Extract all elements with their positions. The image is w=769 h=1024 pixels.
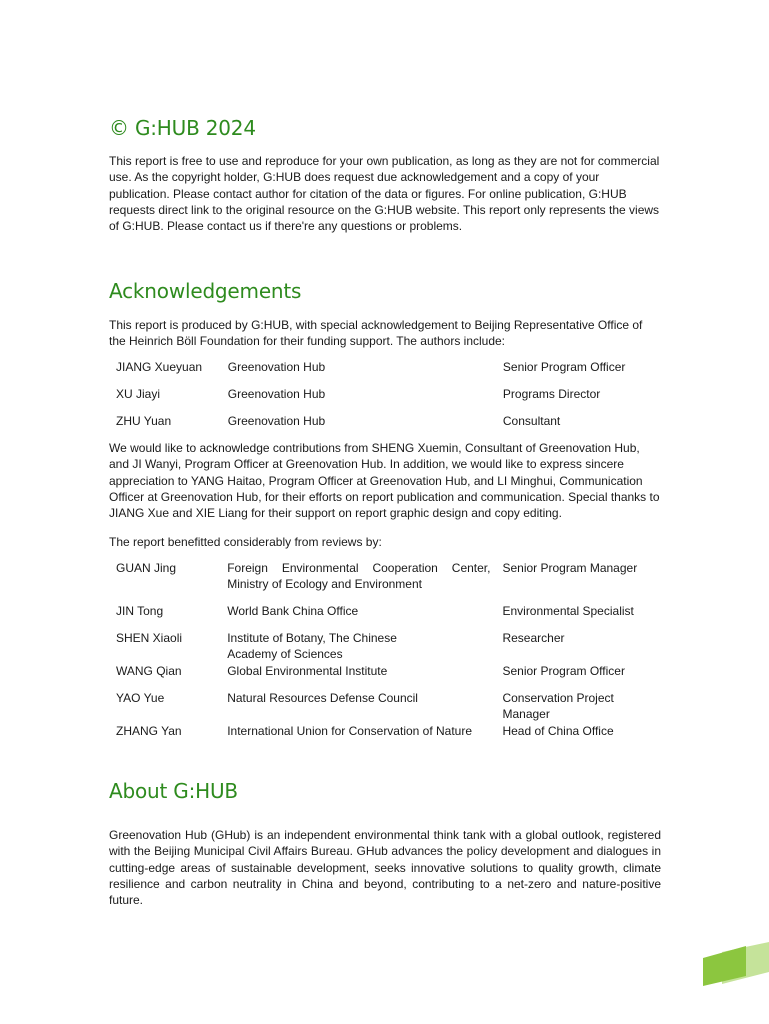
author-role: Consultant (502, 414, 561, 428)
authors-table (109, 359, 661, 440)
table-row (109, 560, 661, 603)
author-role: Senior Program Officer (502, 360, 626, 374)
reviewer-name: SHEN Xiaoli (116, 631, 183, 645)
table-row (109, 630, 661, 663)
reviewer-name: GUAN Jing (116, 561, 177, 575)
reviewer-name: YAO Yue (116, 691, 165, 705)
reviewer-name: JIN Tong (116, 604, 164, 618)
author-org: Greenovation Hub (227, 414, 326, 428)
copyright-paragraph: This report is free to use and reproduce for your own publication, as long as they are not for commercial use. As the copyright holder, G:HUB does request due acknowledgement and a copy of your publication. Please contact author for citation of the data or figures. For online publication, G:HUB requests direct link to the original resource on the G:HUB website. This report only represents the views of G:HUB. Please contact us if there're any questions or problems. (109, 154, 660, 234)
author-name: XU Jiayi (116, 387, 161, 401)
acknowledgements-heading: Acknowledgements (109, 279, 302, 303)
table-row (109, 663, 661, 690)
table-row (109, 603, 661, 630)
reviewer-role: Head of China Office (502, 724, 614, 738)
reviewer-role: Environmental Specialist (502, 604, 634, 618)
reviewer-role: Senior Program Manager (502, 561, 638, 575)
about-heading: About G:HUB (109, 779, 238, 803)
corner-decoration (700, 940, 769, 990)
reviewer-org: International Union for Conservation of Nature (227, 724, 473, 738)
reviewer-name: WANG Qian (116, 664, 182, 678)
reviewer-org: Foreign Environmental Cooperation Center, Ministry of Ecology and Environment (227, 561, 491, 592)
author-org: Greenovation Hub (227, 387, 326, 401)
author-name: JIANG Xueyuan (116, 360, 203, 374)
reviewer-org: Natural Resources Defense Council (227, 691, 418, 705)
about-paragraph: Greenovation Hub (GHub) is an independent environmental think tank with a global outlook, registered with the Beijing Municipal Civil Affairs Bureau. GHub advances the policy development and dialogues in cutting-edge areas of sustainable development, seeks innovative solutions to quality growth, climate resilience and carbon neutrality in China and beyond, contributing to a net-zero and nature-positive future. (109, 828, 661, 908)
reviewer-role: Conservation Project Manager (502, 691, 614, 722)
corner-shape-dark (703, 946, 746, 986)
reviewer-org: Global Environmental Institute (227, 664, 388, 678)
acknowledgements-body: We would like to acknowledge contributions from SHENG Xuemin, Consultant of Greenovation Hub, and JI Wanyi, Program Officer at Greenovation Hub. In addition, we would like to express sincere appreciation to YANG Haitao, Program Officer at Greenovation Hub, and LI Minghui, Communication Officer at Greenovation Hub, for their efforts on report publication and communication. Special thanks to JIANG Xue and XIE Liang for their support on report graphic design and copy editing. (109, 441, 660, 521)
author-org: Greenovation Hub (227, 360, 326, 374)
author-role: Programs Director (502, 387, 601, 401)
author-name: ZHU Yuan (116, 414, 172, 428)
reviews-intro: The report benefitted considerably from reviews by: (109, 535, 382, 549)
table-row (109, 359, 661, 386)
table-row (109, 386, 661, 413)
acknowledgements-intro: This report is produced by G:HUB, with special acknowledgement to Beijing Representative Office of the Heinrich Böll Foundation for their funding support. The authors include: (109, 318, 643, 349)
reviewer-role: Senior Program Officer (502, 664, 625, 678)
copyright-heading: © G:HUB 2024 (109, 116, 256, 140)
reviewer-role: Researcher (502, 631, 565, 645)
table-row (109, 723, 661, 739)
reviewer-name: ZHANG Yan (116, 724, 182, 738)
table-row (109, 413, 661, 440)
table-row (109, 690, 661, 723)
reviewer-org: Institute of Botany, The Chinese Academy of Sciences (227, 631, 397, 662)
reviewer-org: World Bank China Office (227, 604, 359, 618)
reviewers-table (109, 560, 661, 739)
